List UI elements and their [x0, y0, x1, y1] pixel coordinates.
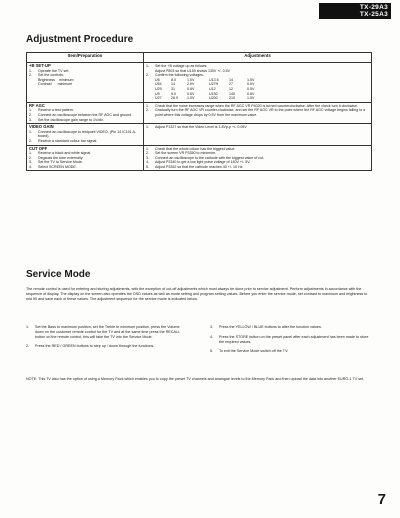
- col-header-item: Item/Preparation: [27, 53, 144, 63]
- step-number: 2.: [29, 155, 32, 160]
- voltage-cell: 0.8V: [247, 91, 255, 96]
- model-number-banner: [319, 3, 391, 19]
- step-number: 4.: [146, 160, 149, 165]
- step-number: 1.: [29, 108, 32, 113]
- service-mode-title: Service Mode: [26, 269, 91, 280]
- voltage-cell: 9.0: [171, 91, 176, 96]
- step-text: Press the RED / GREEN buttons to step up / down through the functions.: [35, 344, 155, 349]
- item-preparation-cell: [27, 124, 144, 145]
- voltage-cell: U13.5: [209, 77, 219, 82]
- model-line: TX-25A3: [359, 11, 388, 18]
- adjustments-cell: [144, 124, 372, 145]
- step-number: 3.: [210, 325, 214, 329]
- step-number: 1.: [29, 151, 32, 156]
- step-number: 2.: [146, 151, 149, 156]
- step-number: 2.: [26, 344, 30, 349]
- step-number: 4.: [29, 164, 32, 169]
- section-heading: +B SET-UP: [29, 63, 51, 68]
- step-text: Gradually turn the RF AGC VR counter-clockwise, and set the RF AGC VR to the point where the RF AGC voltage begins falling to a point where this voltage drops by 0.5V from the maximum value.: [155, 108, 367, 117]
- voltage-cell: 1.0V: [187, 96, 195, 101]
- step-text: Receive a standard colour bar signal.: [38, 138, 98, 143]
- model-line: TX-29A3: [359, 4, 388, 11]
- voltage-cell: U54: [155, 82, 162, 87]
- voltage-cell: 14: [229, 77, 233, 82]
- adjustment-table-body: [27, 63, 372, 171]
- step-text: Set the controls: Brightness minimum Contrast minimum: [38, 73, 74, 87]
- step-text: Select SCREEN MODE.: [38, 164, 77, 169]
- col-header-adjustments: Adjustments: [144, 53, 372, 63]
- step-text: Adjust P3352 so that the cathode reaches 40 +/- 10 Hz.: [155, 164, 244, 169]
- voltage-cell: 0.0V: [247, 82, 255, 87]
- step-number: 1.: [146, 103, 149, 108]
- adjustment-section-row: [27, 63, 372, 103]
- step-number: 3.: [146, 155, 149, 160]
- step-number: 1.: [26, 325, 30, 329]
- voltage-cell: 27: [229, 82, 233, 87]
- step-text: Operate the TV set.: [38, 68, 70, 73]
- step-text: Connect an oscilloscope to testpoint VIDEO. (Pin 14 IC101 A-board).: [38, 129, 137, 139]
- voltage-cell: 0.5V: [247, 86, 255, 91]
- step-item: [210, 335, 372, 345]
- step-text: Press the YELLOW / BLUE buttons to alter the function values.: [219, 325, 322, 329]
- voltage-cell: 12: [229, 86, 233, 91]
- voltage-cell: 14: [171, 82, 175, 87]
- adjustment-title: Adjustment Procedure: [26, 34, 134, 45]
- step-text: Confirm the following voltages.: [155, 73, 204, 78]
- service-steps-right: [210, 325, 372, 359]
- voltage-cell: 210: [229, 96, 235, 101]
- voltage-cell: U29: [155, 86, 162, 91]
- service-steps: [26, 325, 372, 359]
- step-item: [210, 325, 372, 330]
- step-number: 1.: [29, 129, 32, 134]
- step-item: [29, 130, 141, 139]
- voltage-cell: 26.9: [171, 96, 178, 101]
- step-item: [29, 139, 141, 144]
- section-heading: RF AGC: [29, 102, 45, 108]
- voltage-cell: U12: [209, 86, 216, 91]
- voltage-cell: U200: [209, 96, 218, 101]
- voltage-cell: U6: [155, 77, 160, 82]
- step-text: Press the STORE button on the preset panel after each adjustment has been made to store the required values.: [219, 334, 370, 344]
- voltage-table: [155, 78, 369, 101]
- step-number: 5.: [210, 349, 214, 354]
- item-preparation-cell: [27, 63, 144, 103]
- step-number: 2.: [146, 108, 149, 113]
- adjustment-table: [26, 52, 372, 171]
- step-number: 2.: [146, 73, 149, 78]
- step-number: 3.: [29, 160, 32, 165]
- adjustments-cell: [144, 102, 372, 123]
- step-text: Receive a black and white signal.: [38, 151, 92, 156]
- step-item: [26, 325, 188, 339]
- page-number: 7: [377, 491, 386, 508]
- adjustments-cell: [144, 145, 372, 171]
- step-text: Set the TV to Service Mode.: [38, 160, 83, 165]
- step-text: Connect an oscilloscope between the RF AGC and ground.: [38, 112, 133, 117]
- voltage-cell: 140: [229, 91, 235, 96]
- voltage-cell: U9: [155, 91, 160, 96]
- step-number: 4.: [210, 334, 214, 339]
- step-item: [29, 165, 141, 170]
- step-text: Adjust P3340 to get a low light pulse voltage of 140V +/- 5V.: [155, 160, 251, 165]
- voltage-cell: 0.6V: [187, 91, 195, 96]
- step-item: [146, 64, 369, 73]
- step-item: [146, 108, 369, 117]
- step-text: Connect an oscilloscope to the cathode with the biggest value of cut.: [155, 155, 265, 160]
- step-text: Set the screen VR P3350 to minimum.: [155, 151, 217, 156]
- step-item: [29, 73, 141, 87]
- step-number: 1.: [146, 125, 149, 130]
- voltage-cell: U27: [155, 96, 162, 101]
- section-heading: CUT OFF: [29, 145, 48, 151]
- step-text: Check that the whole colour has the biggest value.: [155, 146, 236, 151]
- voltage-cell: 2.0V: [187, 82, 195, 87]
- voltage-cell: 1.5V: [247, 77, 255, 82]
- adjustment-section-row: [27, 102, 372, 123]
- step-text: Receive a test pattern.: [38, 108, 74, 113]
- adjustment-section-row: [27, 124, 372, 145]
- voltage-cell: U27H: [209, 82, 219, 87]
- step-number: 1.: [146, 146, 149, 151]
- step-text: Adjust P1327 so that the Video Level is 1.8Vp-p +/- 0.05V: [155, 125, 247, 130]
- step-item: [210, 349, 372, 354]
- step-text: To exit the Service Mode switch off the TV.: [219, 349, 289, 354]
- step-item: [26, 344, 188, 349]
- step-number: 5.: [146, 164, 149, 169]
- adjustments-cell: [144, 63, 372, 103]
- step-text: Degauss the tube externally.: [38, 155, 84, 160]
- step-number: 1.: [29, 68, 32, 73]
- step-text: Set the oscilloscope gain range to 1V/div.: [38, 117, 104, 122]
- section-heading: VIDEO GAIN: [29, 124, 54, 130]
- item-preparation-cell: [27, 102, 144, 123]
- step-number: 3.: [29, 117, 32, 122]
- step-number: 2.: [29, 73, 32, 78]
- step-number: 2.: [29, 138, 32, 143]
- step-item: [146, 125, 369, 130]
- step-item: [146, 165, 369, 170]
- voltage-cell: U150: [209, 91, 218, 96]
- step-text: Set the Bass to maximum position, set the Treble to minimum position, press the Volume down on the customer remote control for the TV and at the same time press the RECALL button on the remote control, this will take the TV into the Service Mode.: [35, 325, 181, 339]
- voltage-cell: 1.0V: [187, 77, 195, 82]
- adjustment-section-row: [27, 145, 372, 171]
- step-text: Set the +B voltage up as follows: Adjust P803 so that U150 shows 130V +/- 0.5V: [155, 64, 231, 73]
- step-number: 1.: [146, 64, 149, 68]
- step-number: 2.: [29, 112, 32, 117]
- service-steps-left: [26, 325, 188, 359]
- voltage-cell: 0.6V: [187, 86, 195, 91]
- memory-pack-note: NOTE: This TV also has the option of using a Memory Pack which enables you to copy the preset TV channels and analogue levels to the Memory Pack and then upload the data into another EURO-1 TV set.: [26, 377, 365, 381]
- step-text: Check that the noise increases range when the RF AGC VR P4020 is turned counterclockwise. After the check turn it clockwise.: [155, 103, 358, 108]
- voltage-cell: 31: [171, 86, 175, 91]
- step-item: [29, 118, 141, 123]
- voltage-cell: 8.0: [171, 77, 176, 82]
- item-preparation-cell: [27, 145, 144, 171]
- service-intro: The remote control is used for entering and storing adjustments, with the exception of cut-off adjustments which must always be done prior to service adjustment. Perform adjustments in accordance with the sequence of display. The display on the screen also operates the OSD values as well as mode setting and program setting values. Before you enter the service mode, set contrast to maximum and brightness to mid 50 and save each of these values. The adjustment sequence for the service mode is indicated below.: [26, 287, 368, 301]
- voltage-cell: 1.5V: [247, 96, 255, 101]
